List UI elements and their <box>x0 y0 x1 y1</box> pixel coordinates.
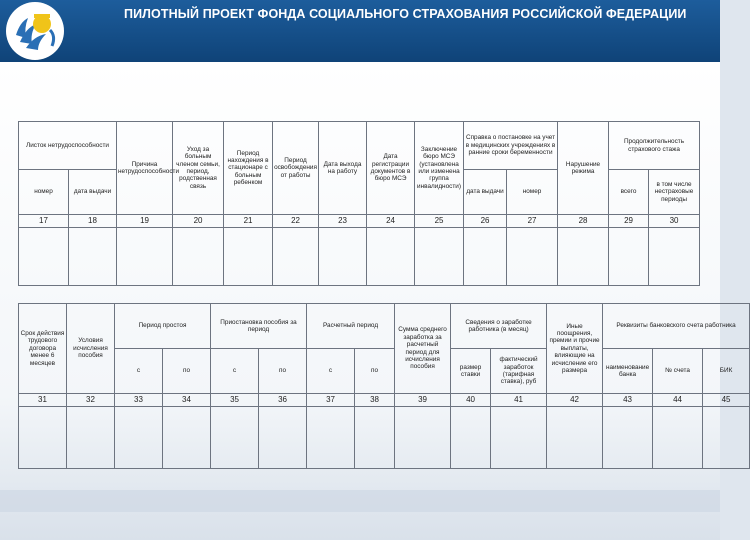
header-duration: Продолжительность страхового стажа <box>609 122 700 170</box>
bottom-band <box>0 490 720 512</box>
header-care: Уход за больным членом семьи, период, родственная связь <box>173 122 224 215</box>
column-number: 32 <box>67 394 115 407</box>
header-violation: Нарушение режима <box>558 122 609 215</box>
data-cell[interactable] <box>69 228 117 286</box>
header-conditions: Условия исчисления пособия <box>67 304 115 394</box>
data-cell[interactable] <box>649 228 700 286</box>
data-cell[interactable] <box>117 228 173 286</box>
header-release: Период освобождения от работы <box>273 122 319 215</box>
column-number: 34 <box>163 394 211 407</box>
header-other-payments: Иные поощрения, премии и прочие выплаты, влияющие на исчисление его размера <box>547 304 603 394</box>
column-number: 21 <box>224 215 273 228</box>
header-bank: Реквизиты банковского счета работника <box>603 304 750 349</box>
header-sheet-number: номер <box>19 170 69 215</box>
data-cell[interactable] <box>67 407 115 469</box>
data-cell[interactable] <box>464 228 507 286</box>
column-number: 37 <box>307 394 355 407</box>
data-cell[interactable] <box>115 407 163 469</box>
column-number: 30 <box>649 215 700 228</box>
header-mse-conclusion: Заключение бюро МСЭ (установлена или изменена группа инвалидности) <box>415 122 464 215</box>
data-cell[interactable] <box>19 407 67 469</box>
data-cell[interactable] <box>211 407 259 469</box>
data-cell[interactable] <box>259 407 307 469</box>
header-to: по <box>355 349 395 394</box>
header-calc-period: Расчетный период <box>307 304 395 349</box>
column-number: 40 <box>451 394 491 407</box>
data-cell[interactable] <box>273 228 319 286</box>
data-cell[interactable] <box>451 407 491 469</box>
header-certificate: Справка о постановке на учет в медицинских учреждениях в ранние сроки беременности <box>464 122 558 170</box>
header-duration-incl: в том числе нестраховые периоды <box>649 170 700 215</box>
column-number: 36 <box>259 394 307 407</box>
column-number: 18 <box>69 215 117 228</box>
header-from: с <box>211 349 259 394</box>
column-number: 19 <box>117 215 173 228</box>
header-reason: Причина нетрудоспособности <box>117 122 173 215</box>
data-cell[interactable] <box>491 407 547 469</box>
header-work-date: Дата выхода на работу <box>319 122 367 215</box>
header-term: Срок действия трудового договора менее 6 месяцев <box>19 304 67 394</box>
column-number: 26 <box>464 215 507 228</box>
data-cell[interactable] <box>173 228 224 286</box>
data-cell[interactable] <box>653 407 703 469</box>
column-number: 39 <box>395 394 451 407</box>
data-cell[interactable] <box>307 407 355 469</box>
header-duration-total: всего <box>609 170 649 215</box>
header-to: по <box>259 349 307 394</box>
sick-leave-table-part2 <box>18 303 750 469</box>
sick-leave-table-part1 <box>18 121 700 286</box>
page-title: ПИЛОТНЫЙ ПРОЕКТ ФОНДА СОЦИАЛЬНОГО СТРАХОВАНИЯ РОССИЙСКОЙ ФЕДЕРАЦИИ <box>124 7 687 21</box>
fss-emblem-icon <box>6 2 64 60</box>
header-from: с <box>307 349 355 394</box>
column-number: 33 <box>115 394 163 407</box>
column-number: 27 <box>507 215 558 228</box>
data-cell[interactable] <box>603 407 653 469</box>
data-cell[interactable] <box>19 228 69 286</box>
data-cell[interactable] <box>319 228 367 286</box>
data-cell[interactable] <box>355 407 395 469</box>
header-from: с <box>115 349 163 394</box>
header-avg-earnings: Сведения о заработке работника (в месяц) <box>451 304 547 349</box>
header-downtime: Период простоя <box>115 304 211 349</box>
column-number: 41 <box>491 394 547 407</box>
data-cell[interactable] <box>224 228 273 286</box>
header-actual-earnings: фактический заработок (тарифная ставка), руб <box>491 349 547 394</box>
header-cert-date: дата выдачи <box>464 170 507 215</box>
column-number: 31 <box>19 394 67 407</box>
data-cell[interactable] <box>558 228 609 286</box>
column-number: 42 <box>547 394 603 407</box>
header-sick-sheet: Листок нетрудоспособности <box>19 122 117 170</box>
column-number: 44 <box>653 394 703 407</box>
column-number: 29 <box>609 215 649 228</box>
data-cell[interactable] <box>507 228 558 286</box>
header-sheet-date: дата выдачи <box>69 170 117 215</box>
column-number: 38 <box>355 394 395 407</box>
header-suspension: Приостановка пособия за период <box>211 304 307 349</box>
header-bar <box>0 0 720 62</box>
header-account: № счета <box>653 349 703 394</box>
column-number: 25 <box>415 215 464 228</box>
data-cell[interactable] <box>609 228 649 286</box>
data-cell[interactable] <box>547 407 603 469</box>
data-cell[interactable] <box>367 228 415 286</box>
header-rate-size: размер ставки <box>451 349 491 394</box>
header-cert-number: номер <box>507 170 558 215</box>
header-bank-name: наименование банка <box>603 349 653 394</box>
column-number: 23 <box>319 215 367 228</box>
header-earnings: Сумма среднего заработка за расчетный период для исчисления пособия <box>395 304 451 394</box>
column-number: 43 <box>603 394 653 407</box>
column-number: 28 <box>558 215 609 228</box>
data-cell[interactable] <box>703 407 750 469</box>
header-hospital: Период нахождения в стационаре с больным ребенком <box>224 122 273 215</box>
data-cell[interactable] <box>163 407 211 469</box>
column-number: 24 <box>367 215 415 228</box>
column-number: 20 <box>173 215 224 228</box>
data-cell[interactable] <box>415 228 464 286</box>
header-mse-date: Дата регистрации документов в бюро МСЭ <box>367 122 415 215</box>
column-number: 17 <box>19 215 69 228</box>
header-to: по <box>163 349 211 394</box>
data-cell[interactable] <box>395 407 451 469</box>
column-number: 45 <box>703 394 750 407</box>
column-number: 22 <box>273 215 319 228</box>
header-bik: БИК <box>703 349 750 394</box>
column-number: 35 <box>211 394 259 407</box>
